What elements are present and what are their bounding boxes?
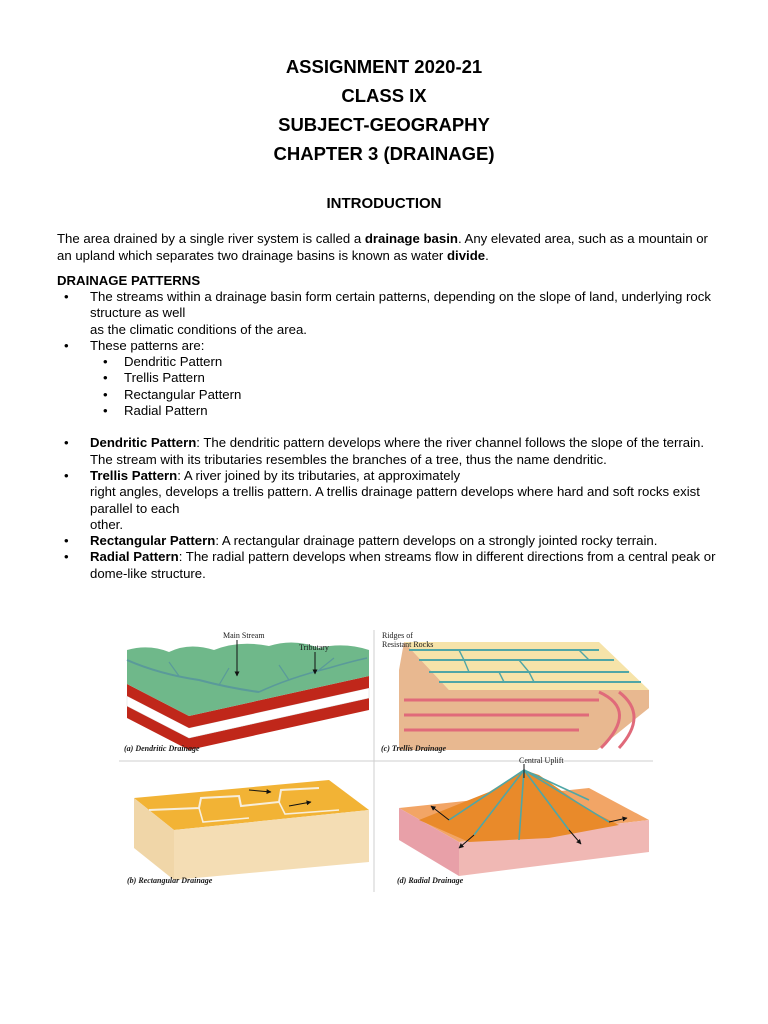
list-item — [57, 435, 722, 468]
sub-list-item: • Radial Pattern — [90, 403, 722, 419]
def-rectangular: : A rectangular drainage pattern develops on a strongly jointed rocky terrain. — [215, 533, 658, 549]
term-rectangular: Rectangular Pattern — [90, 533, 216, 549]
term-radial: Radial Pattern — [90, 549, 179, 565]
def-trellis-1: : A river joined by its tributaries, at approximately — [177, 467, 461, 483]
ridges-label-1: Ridges of — [382, 631, 413, 640]
trellis-caption: (c) Trellis Drainage — [381, 744, 447, 753]
dendritic-caption: (a) Dendritic Drainage — [124, 744, 200, 753]
rectangular-caption: (b) Rectangular Drainage — [127, 876, 213, 885]
term-trellis: Trellis Pattern — [90, 467, 178, 483]
sub-list-item: • Dendritic Pattern — [90, 354, 722, 370]
streams-text-a: The streams within a drainage basin form certain patterns, depending on the slope of land, underlying rock structure as well — [90, 289, 711, 321]
drainage-patterns-figure — [119, 630, 653, 892]
def-dendritic: : The dendritic pattern develops where the river channel follows the slope of the terrain. The stream with its tributaries resembles the branches of a tree, thus the name dendritic. — [90, 435, 705, 467]
subject-title: SUBJECT-GEOGRAPHY — [278, 114, 490, 135]
intro-text-3: . — [485, 247, 489, 263]
intro-paragraph — [57, 231, 717, 264]
tributary-label: Tributary — [299, 643, 329, 652]
sub-list-item: • Rectangular Pattern — [90, 387, 722, 403]
ridges-label-2: Resistant Rocks — [382, 640, 434, 649]
list-item — [57, 289, 722, 338]
streams-text-b: as the climatic conditions of the area. — [90, 321, 307, 337]
assignment-title: ASSIGNMENT 2020-21 — [285, 56, 483, 77]
def-radial: : The radial pattern develops when streams flow in different directions from a central peak or dome-like structure. — [90, 549, 716, 581]
term-dendritic: Dendritic Pattern — [90, 435, 197, 451]
title-block — [0, 52, 768, 168]
pattern-names-list — [90, 354, 722, 419]
list-item — [57, 338, 722, 435]
list-item — [57, 533, 722, 549]
intro-text-1: The area drained by a single river system is called a — [57, 231, 365, 246]
term-drainage-basin: drainage basin — [364, 231, 458, 246]
list-item — [57, 468, 722, 533]
radial-diagram — [397, 756, 649, 885]
chapter-title: CHAPTER 3 (DRAINAGE) — [273, 143, 495, 164]
rectangular-diagram — [127, 780, 369, 885]
def-trellis-2: right angles, develops a trellis pattern. A trellis drainage pattern develops where hard and soft rocks exist parallel to each — [90, 484, 700, 516]
drainage-patterns-heading: DRAINAGE PATTERNS — [57, 273, 201, 288]
introduction-heading: INTRODUCTION — [326, 195, 442, 212]
dendritic-diagram — [124, 631, 369, 753]
intro-text-2: . Any elevated area, such as a mountain or an upland which separates two drainage basins is known as water — [57, 231, 708, 263]
patterns-intro: These patterns are: — [90, 337, 205, 353]
list-item — [57, 549, 722, 582]
sub-list-item: • Trellis Pattern — [90, 370, 722, 386]
trellis-diagram — [381, 631, 649, 753]
radial-caption: (d) Radial Drainage — [397, 876, 464, 885]
def-trellis-3: other. — [90, 516, 123, 532]
patterns-list — [57, 289, 722, 582]
central-uplift-label: Central Uplift — [519, 756, 564, 765]
term-divide: divide — [447, 247, 486, 263]
main-stream-label: Main Stream — [223, 631, 265, 640]
class-title: CLASS IX — [341, 85, 427, 106]
